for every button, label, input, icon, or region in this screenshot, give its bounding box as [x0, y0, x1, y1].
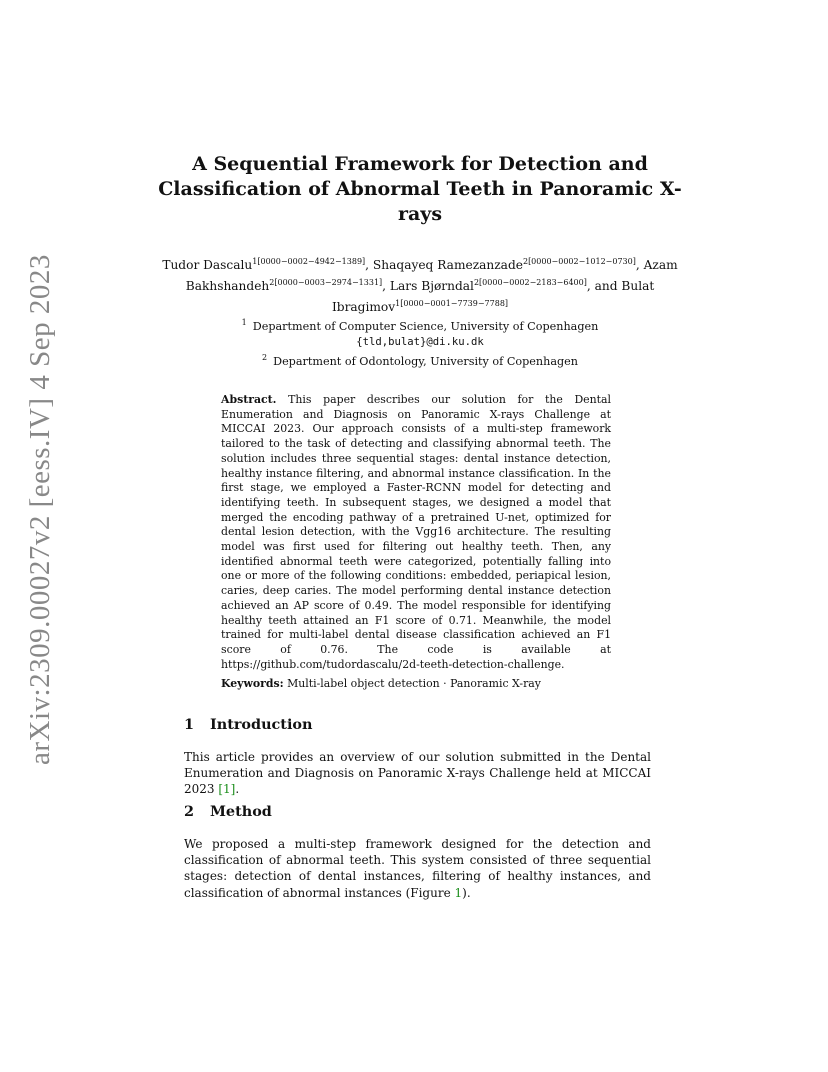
- author-affiliation-mark: 2[0000−0002−2183−6400]: [473, 278, 587, 287]
- author-affiliation-mark: 2[0000−0002−1012−0730]: [522, 257, 636, 266]
- author-affiliation-mark: 1[0000−0002−4942−1389]: [252, 257, 366, 266]
- author-affiliation-mark: 2[0000−0003−2974−1331]: [269, 278, 383, 287]
- abstract: [221, 393, 611, 672]
- figure-reference-link[interactable]: 1: [454, 885, 463, 900]
- author-name: Bulat Ibragimov: [331, 279, 655, 314]
- section-heading-introduction: 1 Introduction: [184, 716, 313, 733]
- author-name: Tudor Dascalu: [162, 258, 253, 272]
- abstract-label: Abstract.: [221, 393, 277, 406]
- keywords: [221, 677, 611, 692]
- keywords-text: Multi-label object detection · Panoramic X-ray: [287, 677, 541, 690]
- keywords-label: Keywords:: [221, 677, 284, 690]
- author-name: Azam Bakhshandeh: [185, 258, 678, 293]
- affiliation-line: $^2$ Department of Odontology, University of Copenhagen: [262, 353, 578, 368]
- author-separator: , and: [586, 279, 622, 293]
- orcid[interactable]: [0000−0002−4942−1389]: [257, 257, 366, 266]
- orcid[interactable]: [0000−0002−2183−6400]: [479, 278, 587, 287]
- contact-email: {tld,bulat}@di.ku.dk: [356, 336, 484, 348]
- arxiv-identifier: arXiv:2309.00027v2 [eess.IV] 4 Sep 2023: [24, 254, 56, 765]
- section-heading-method: 2 Method: [184, 803, 272, 820]
- section-body-introduction: This article provides an overview of our solution submitted in the Dental Enumeration and Diagnosis on Panoramic X-rays Challenge held at MICCAI 2023 [1].: [184, 750, 651, 797]
- abstract-text: This paper describes our solution for the Dental Enumeration and Diagnosis on Panoramic X-rays Challenge at MICCAI 2023. Our approach consists of a multi-step framework tailored to the task of detecting and classifying abnormal teeth. The solution includes three sequential stages: dental instance detection, healthy instance filtering, and abnormal instance classification. In the first stage, we employed a Faster-RCNN model for detecting and identifying teeth. In subsequent stages, we designed a model that merged the encoding pathway of a pretrained U-net, optimized for dental lesion detection, with the Vgg16 architecture. The resulting model was first used for filtering out healthy teeth. Then, any identified abnormal teeth were categorized, potentially falling into one or more of the following conditions: embedded, periapical lesion, caries, deep caries. The model performing dental instance detection achieved an AP score of 0.49. The model responsible for identifying healthy teeth attained an F1 score of 0.71. Meanwhile, the model trained for multi-label dental disease classification achieved an F1 score of 0.76. The code is available at https://github.com/tudordascalu/2d-teeth-detection-challenge.: [221, 393, 611, 671]
- orcid[interactable]: [0000−0001−7739−7788]: [400, 299, 509, 308]
- author-list: Tudor Dascalu$^{1[0000-0002-4942-1389]}$, Shaqayeq Ramezanzade$^{2[0000-0002-1012-0730]}$, Azam Bakhshandeh$^{2[0000-0003-2974-1331]}$, Lars Bjørndal$^{2[0000-0002-2183-6400]}$, and Bulat Ibragimov$^{1[0000-0001-7739-7788]}$: [162, 257, 678, 314]
- affiliations: [150, 315, 690, 369]
- author-affiliation-mark: 1[0000−0001−7739−7788]: [395, 299, 509, 308]
- section-body-method: We proposed a multi-step framework designed for the detection and classification of abnormal teeth. This system consisted of three sequential stages: detection of dental instances, filtering of healthy instances, and classification of abnormal instances (Figure 1).: [184, 837, 651, 900]
- orcid[interactable]: [0000−0003−2974−1331]: [274, 278, 383, 287]
- author-name: Lars Bjørndal: [389, 279, 474, 293]
- paper-title: A Sequential Framework for Detection and Classification of Abnormal Teeth in Panoramic X-rays: [158, 153, 682, 225]
- affiliation-line: $^1$ Department of Computer Science, University of Copenhagen: [241, 318, 599, 333]
- orcid[interactable]: [0000−0002−1012−0730]: [528, 257, 636, 266]
- citation-link[interactable]: [1]: [218, 782, 236, 797]
- author-name: Shaqayeq Ramezanzade: [372, 258, 523, 272]
